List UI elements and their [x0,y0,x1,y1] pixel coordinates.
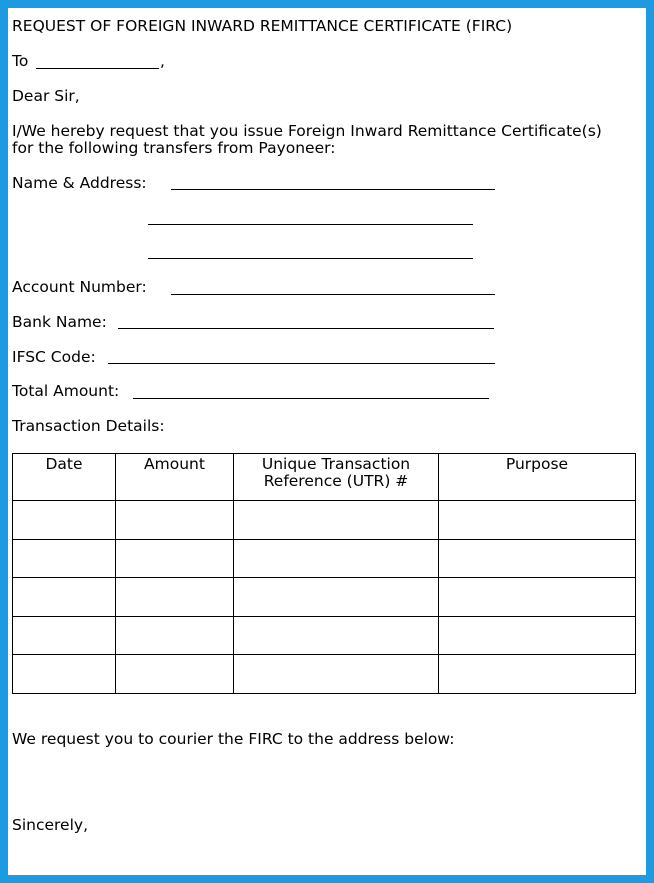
account-number-label: Account Number: [12,278,147,296]
account-number-line [171,294,495,295]
bank-name-line [118,328,494,329]
request-text-line-1: I/We hereby request that you issue Foreign Inward Remittance Certificate(s) [12,122,602,140]
ifsc-code-line [108,363,495,364]
table-row [13,501,636,540]
name-address-label: Name & Address: [12,174,147,192]
header-utr [234,454,439,501]
table-row [13,655,636,694]
total-amount-line [133,398,489,399]
header-purpose: Purpose [439,454,636,501]
table-header-row [13,454,636,501]
table-cell [116,616,234,655]
table-cell [439,655,636,694]
table-cell [13,501,116,540]
to-label: To [12,52,29,70]
document-title: REQUEST OF FOREIGN INWARD REMITTANCE CERTIFICATE (FIRC) [12,17,513,35]
table-cell [13,655,116,694]
header-amount: Amount [116,454,234,501]
table-cell [116,578,234,617]
table-cell [439,501,636,540]
request-text-line-2: for the following transfers from Payoneer: [12,139,336,157]
table-row [13,539,636,578]
table-cell [439,578,636,617]
table-row [13,578,636,617]
table-cell [13,578,116,617]
table-cell [234,616,439,655]
table-cell [13,616,116,655]
header-utr-text: Unique Transaction Reference (UTR) # [261,455,411,490]
salutation: Dear Sir, [12,87,80,105]
name-address-line-1 [171,189,495,190]
table-cell [116,501,234,540]
name-address-line-3 [148,258,473,259]
transaction-table [12,453,636,694]
courier-request-text: We request you to courier the FIRC to the address below: [12,730,455,748]
table-cell [234,655,439,694]
name-address-line-2 [148,224,473,225]
table-cell [116,655,234,694]
to-comma: , [160,52,165,70]
total-amount-label: Total Amount: [12,382,120,400]
table-cell [13,539,116,578]
table-cell [234,578,439,617]
table-row [13,616,636,655]
table-cell [116,539,234,578]
header-date: Date [13,454,116,501]
table-cell [234,501,439,540]
table-cell [234,539,439,578]
to-blank-line [36,68,159,69]
transaction-details-label: Transaction Details: [12,417,165,435]
bank-name-label: Bank Name: [12,313,107,331]
closing-sincerely: Sincerely, [12,816,89,834]
ifsc-code-label: IFSC Code: [12,348,96,366]
table-cell [439,539,636,578]
table-cell [439,616,636,655]
